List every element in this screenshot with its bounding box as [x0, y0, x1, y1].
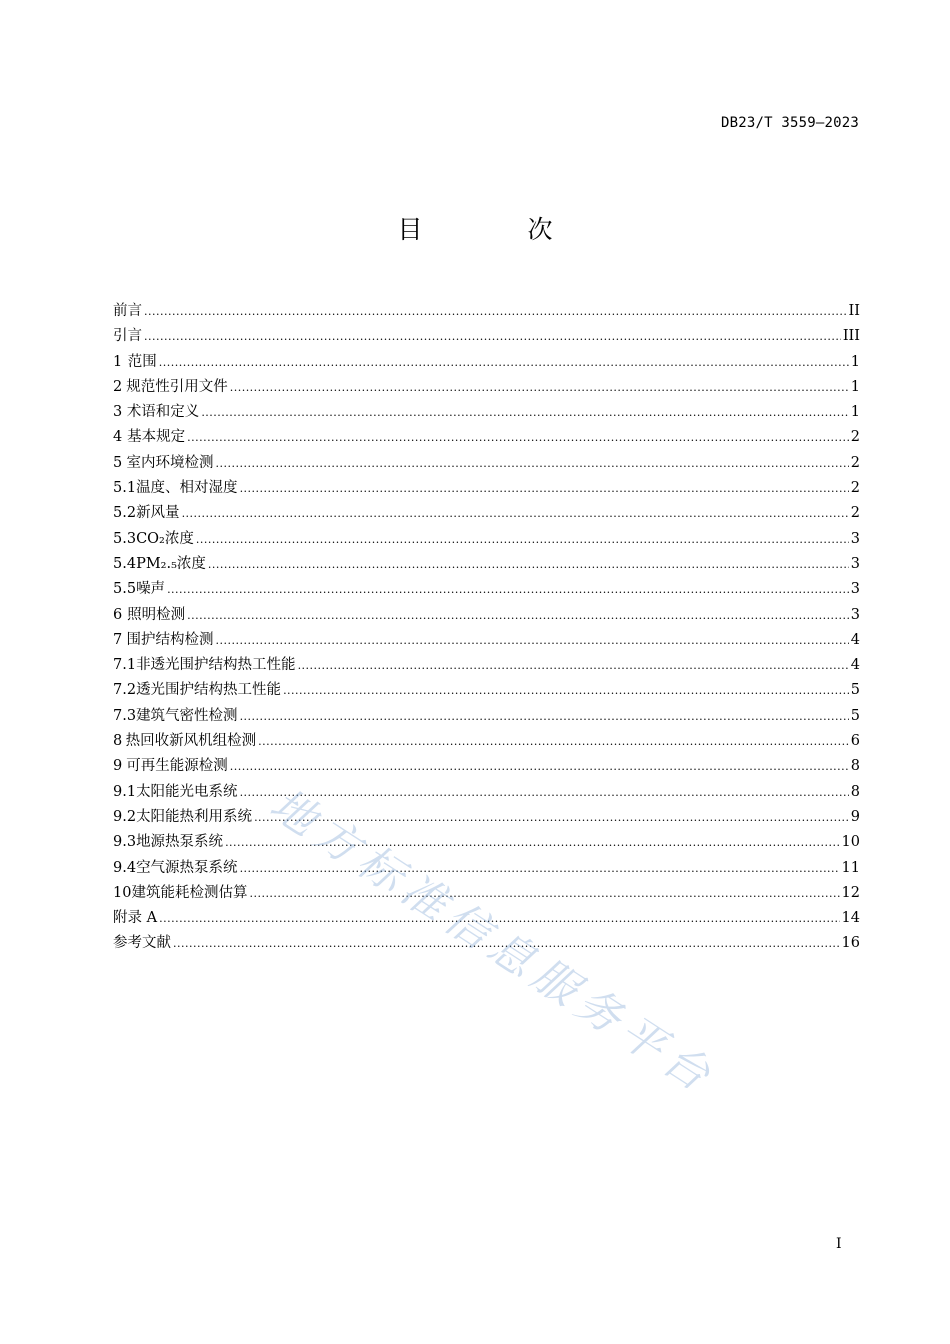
toc-entry-page: 3: [850, 581, 860, 598]
toc-entry-label: 建筑能耗检测估算: [131, 884, 248, 901]
toc-entry-number: 10: [113, 884, 132, 901]
toc-entry-page: 6: [850, 733, 860, 750]
toc-entry-label: 前言: [113, 303, 142, 319]
toc-entry[interactable]: [113, 400, 860, 425]
toc-entry-label: 术语和定义: [126, 404, 200, 421]
document-number: DB23/T 3559—2023: [720, 115, 859, 131]
toc-entry-number: 2: [113, 378, 123, 395]
toc-entry-label: 室内环境检测: [126, 454, 214, 471]
toc-entry-label: 可再生能源检测: [126, 758, 228, 775]
toc-entry-number: 5: [113, 454, 123, 471]
toc-leader-dots: [187, 429, 849, 445]
toc-entry-page: 14: [841, 910, 860, 927]
toc-leader-dots: [254, 809, 849, 825]
toc-leader-dots: [216, 455, 849, 471]
toc-entry-label: 附录 A: [113, 910, 158, 927]
toc-entry[interactable]: [113, 729, 860, 754]
toc-leader-dots: [298, 657, 849, 673]
toc-entry[interactable]: [113, 476, 860, 501]
toc-leader-dots: [216, 632, 849, 648]
toc-entry-label: 引言: [113, 328, 142, 345]
toc-entry-number: 8: [113, 733, 123, 750]
toc-entry[interactable]: [113, 931, 860, 956]
toc-entry[interactable]: [113, 856, 860, 881]
toc-entry-label: 范围: [127, 353, 157, 370]
toc-leader-dots: [230, 379, 849, 395]
toc-leader-dots: [225, 834, 839, 850]
toc-entry[interactable]: [113, 324, 860, 349]
toc-entry-number: 5.1: [113, 480, 137, 497]
toc-leader-dots: [173, 935, 840, 951]
toc-entry[interactable]: [113, 299, 860, 324]
toc-entry[interactable]: [113, 603, 860, 628]
toc-entry-label: 围护结构检测: [126, 631, 214, 648]
toc-entry-number: 5.5: [113, 581, 137, 598]
toc-entry-number: 5.2: [113, 505, 137, 522]
toc-leader-dots: [144, 303, 847, 319]
toc-entry-page: 1: [850, 404, 860, 421]
page-number: I: [836, 1236, 842, 1252]
toc-entry-page: 5: [850, 682, 860, 699]
toc-entry-number: 9: [113, 758, 123, 775]
toc-entry-page: 3: [850, 530, 860, 547]
toc-entry-page: 12: [841, 884, 860, 901]
toc-entry[interactable]: [113, 881, 860, 906]
toc-entry-label: 参考文献: [113, 935, 171, 952]
toc-leader-dots: [159, 354, 849, 370]
toc-entry-page: 2: [850, 429, 860, 446]
toc-entry-label: 新风量: [136, 505, 180, 522]
toc-entry-page: 1: [850, 378, 860, 395]
toc-entry-number: 4: [113, 429, 123, 446]
toc-entry-label: 太阳能光电系统: [136, 783, 238, 800]
toc-leader-dots: [240, 480, 849, 496]
toc-entry-label: 照明检测: [127, 606, 186, 623]
toc-entry-number: 7.3: [113, 707, 137, 724]
toc-leader-dots: [201, 404, 848, 420]
toc-entry-number: 6: [113, 606, 123, 623]
toc-leader-dots: [240, 784, 849, 800]
toc-entry[interactable]: [113, 805, 860, 830]
toc-entry[interactable]: [113, 780, 860, 805]
toc-leader-dots: [240, 708, 849, 724]
toc-leader-dots: [230, 758, 849, 774]
toc-leader-dots: [167, 581, 849, 597]
toc-entry-label: CO₂浓度: [136, 530, 194, 547]
toc-leader-dots: [240, 860, 840, 876]
toc-leader-dots: [258, 733, 849, 749]
toc-entry-number: 9.4: [113, 859, 137, 876]
toc-entry-number: 9.1: [113, 783, 137, 800]
toc-entry-number: 9.3: [113, 834, 137, 851]
toc-entry-page: 2: [850, 480, 860, 497]
toc-entry-page: 1: [850, 353, 860, 370]
toc-entry-page: 8: [850, 758, 860, 775]
toc-entry-number: 7.1: [113, 657, 137, 674]
toc-entry[interactable]: [113, 678, 860, 703]
toc-entry-number: 5.3: [113, 530, 137, 547]
toc-entry-label: 温度、相对湿度: [136, 480, 238, 497]
toc-entry[interactable]: [113, 552, 860, 577]
toc-entry[interactable]: [113, 704, 860, 729]
toc-entry-label: 热回收新风机组检测: [125, 733, 257, 750]
toc-entry-page: II: [848, 303, 860, 319]
toc-entry-number: 9.2: [113, 808, 137, 825]
toc-entry-page: 5: [850, 707, 860, 724]
toc-leader-dots: [159, 910, 839, 926]
toc-entry-number: 7: [113, 631, 123, 648]
toc-entry-label: 地源热泵系统: [136, 834, 224, 851]
toc-leader-dots: [208, 556, 849, 572]
toc-entry[interactable]: [113, 350, 860, 375]
toc-leader-dots: [144, 328, 841, 344]
toc-entry-page: 11: [841, 859, 860, 876]
toc-entry-label: 非透光围护结构热工性能: [136, 657, 296, 674]
toc-entry-page: 4: [850, 631, 860, 648]
toc-entry-number: 7.2: [113, 682, 137, 699]
toc-entry-label: 建筑气密性检测: [136, 707, 238, 724]
toc-entry-page: 8: [850, 783, 860, 800]
toc-entry-label: 太阳能热利用系统: [136, 808, 253, 825]
toc-entry-label: 规范性引用文件: [126, 378, 228, 395]
toc-entry-page: 3: [850, 606, 860, 623]
toc-entry-page: III: [842, 328, 860, 345]
toc-leader-dots: [249, 885, 839, 901]
toc-entry[interactable]: [113, 375, 860, 400]
toc-entry-label: 空气源热泵系统: [136, 859, 238, 876]
toc-entry[interactable]: [113, 577, 860, 602]
toc-entry[interactable]: [113, 425, 860, 450]
watermark: 地方标准信息服务平台: [260, 778, 725, 1105]
toc-entry-page: 3: [850, 555, 860, 572]
toc-entry-label: 透光围护结构热工性能: [136, 682, 282, 699]
toc-leader-dots: [283, 682, 849, 698]
toc-entry-number: 1: [113, 353, 123, 370]
toc-entry-number: 5.4: [113, 555, 137, 572]
toc-entry-number: 3: [113, 404, 123, 421]
toc-entry[interactable]: [113, 830, 860, 855]
table-of-contents: [113, 299, 860, 957]
toc-entry-page: 2: [850, 505, 860, 522]
toc-entry[interactable]: [113, 628, 860, 653]
toc-entry-page: 2: [850, 454, 860, 471]
toc-leader-dots: [182, 505, 849, 521]
toc-entry[interactable]: [113, 451, 860, 476]
toc-entry[interactable]: [113, 501, 860, 526]
toc-entry-page: 16: [841, 935, 860, 952]
toc-entry-page: 4: [850, 657, 860, 674]
toc-entry-label: 噪声: [136, 581, 166, 598]
toc-leader-dots: [196, 531, 849, 547]
toc-entry-page: 10: [841, 834, 860, 851]
toc-leader-dots: [187, 607, 849, 623]
toc-entry-label: PM₂.₅浓度: [136, 555, 206, 572]
toc-entry[interactable]: [113, 527, 860, 552]
page-title: 目 次: [397, 215, 593, 244]
toc-entry[interactable]: [113, 754, 860, 779]
toc-entry-label: 基本规定: [127, 429, 186, 446]
toc-entry-page: 9: [850, 808, 860, 825]
toc-entry[interactable]: [113, 653, 860, 678]
toc-entry[interactable]: [113, 906, 860, 931]
